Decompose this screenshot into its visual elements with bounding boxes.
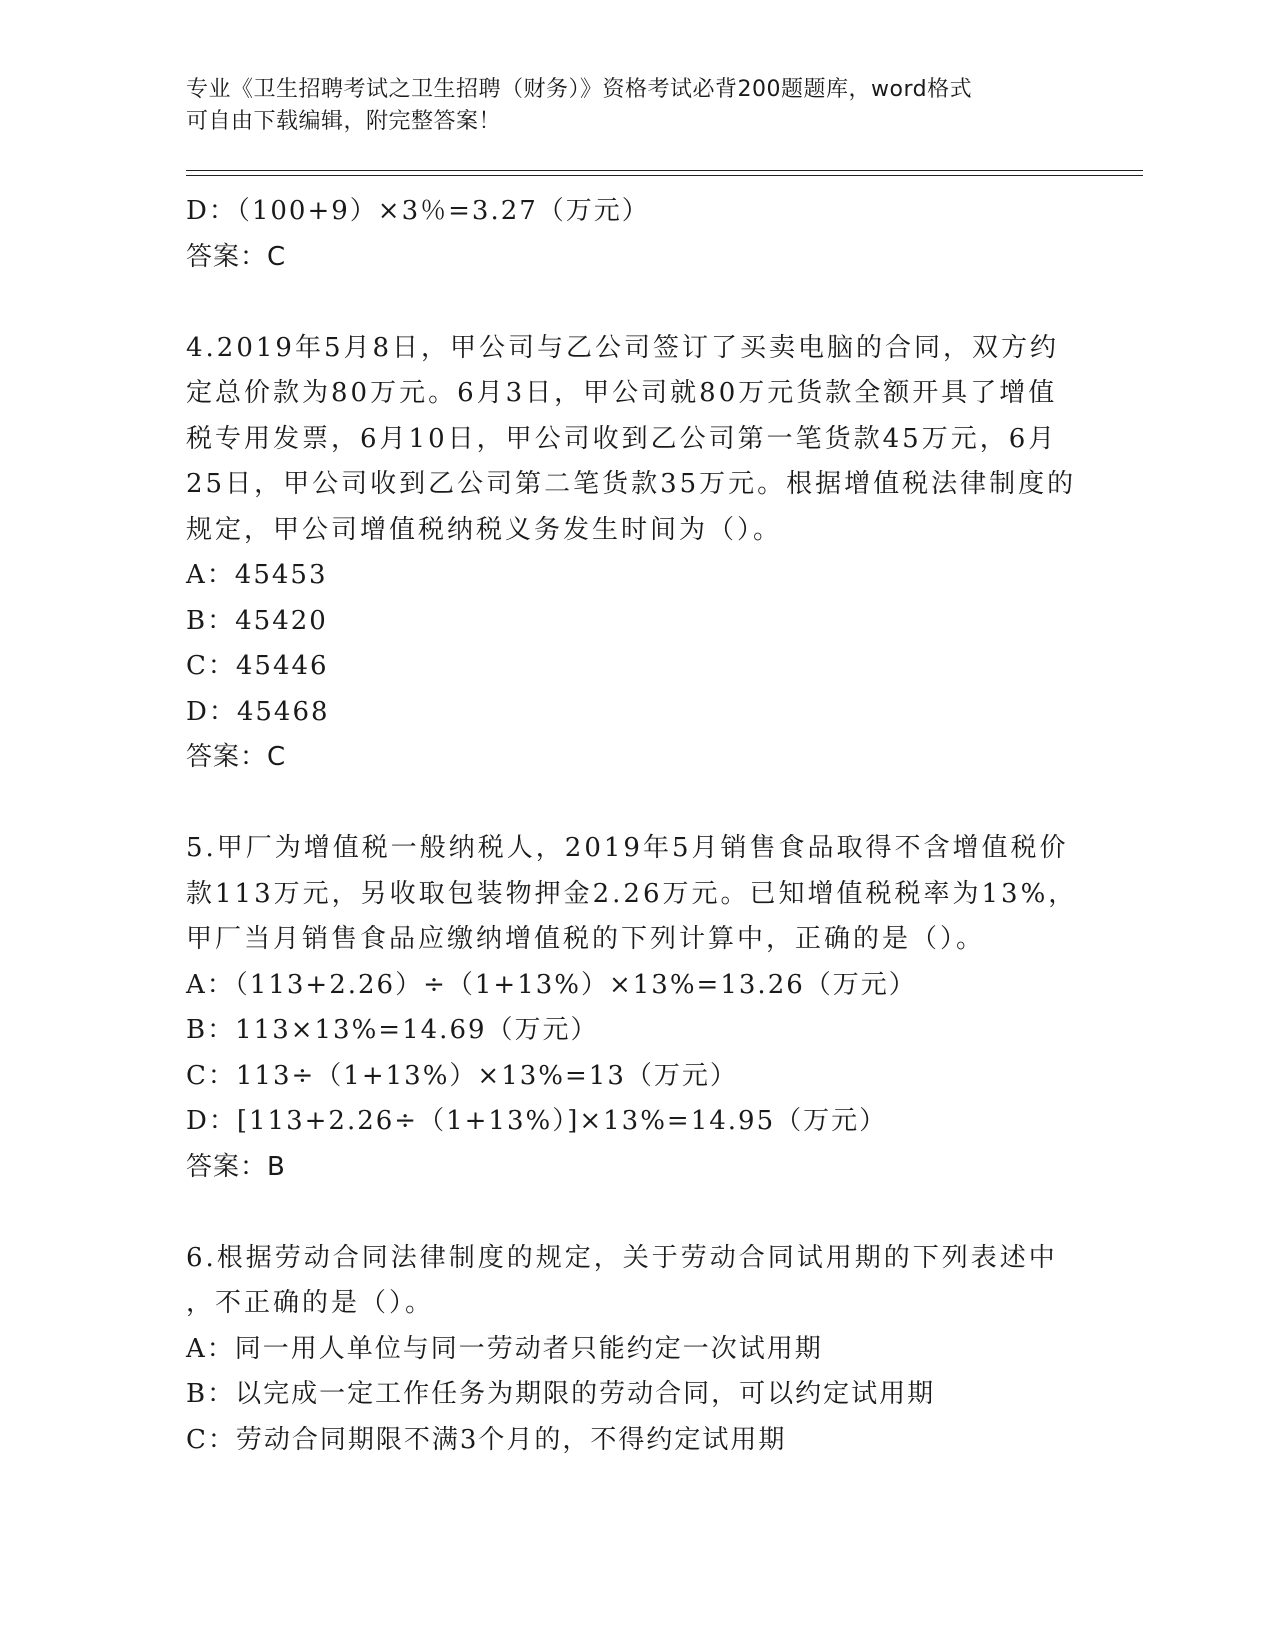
header-rule-bottom xyxy=(186,175,1143,176)
document-body xyxy=(186,189,1086,1463)
question-stem: 4.2019年5月8日，甲公司与乙公司签订了买卖电脑的合同，双方约 定总价款为80万元。6月3日，甲公司就80万元货款全额开具了增值 税专用发票，6月10日，甲公司收到乙公司第一笔货款45万元，6月 25日，甲公司收到乙公司第二笔货款35万元。根据增值税法律制度的 规定，甲公司增值税纳税义务发生时间为（）。 xyxy=(186,332,1077,545)
option-b: B：45420 xyxy=(186,605,328,636)
option-c: C：113÷（1+13%）×13%=13（万元） xyxy=(186,1060,738,1091)
answer: 答案：C xyxy=(186,742,287,772)
option-c: C：45446 xyxy=(186,651,329,681)
option-b: B：113×13%=14.69（万元） xyxy=(186,1015,599,1045)
option-a: A：同一用人单位与同一劳动者只能约定一次试用期 xyxy=(186,1333,823,1364)
header-title-line-2: 可自由下载编辑，附完整答案！ xyxy=(186,109,502,134)
option-d: D：45468 xyxy=(186,696,330,727)
header-rule-top xyxy=(186,170,1143,171)
header-title-line-1: 专业《卫生招聘考试之卫生招聘（财务）》资格考试必背200题题库，word格式 xyxy=(186,77,973,102)
question-stem: 6.根据劳动合同法律制度的规定，关于劳动合同试用期的下列表述中 ，不正确的是（）。 xyxy=(186,1242,1058,1318)
option-a: A：45453 xyxy=(186,560,328,590)
question-4 xyxy=(186,326,1086,781)
prev-answer: 答案：C xyxy=(186,241,287,272)
option-c: C：劳动合同期限不满3个月的，不得约定试用期 xyxy=(186,1424,787,1455)
option-b: B：以完成一定工作任务为期限的劳动合同，可以约定试用期 xyxy=(186,1379,936,1409)
prev-option-d: D：（100+9）×3％=3.27（万元） xyxy=(186,196,650,226)
document-header xyxy=(186,74,1066,138)
question-6 xyxy=(186,1236,1086,1464)
question-stem: 5.甲厂为增值税一般纳税人，2019年5月销售食品取得不含增值税价 款113万元，另收取包装物押金2.26万元。已知增值税税率为13%， 甲厂当月销售食品应缴纳增值税的下列计算中，正确的是（）。 xyxy=(186,833,1078,954)
answer: 答案：B xyxy=(186,1151,286,1182)
option-a: A：（113+2.26）÷（1+13%）×13%=13.26（万元） xyxy=(186,969,917,1000)
option-d: D：[113+2.26÷（1+13%）]×13%=14.95（万元） xyxy=(186,1106,888,1136)
question-5 xyxy=(186,826,1086,1190)
